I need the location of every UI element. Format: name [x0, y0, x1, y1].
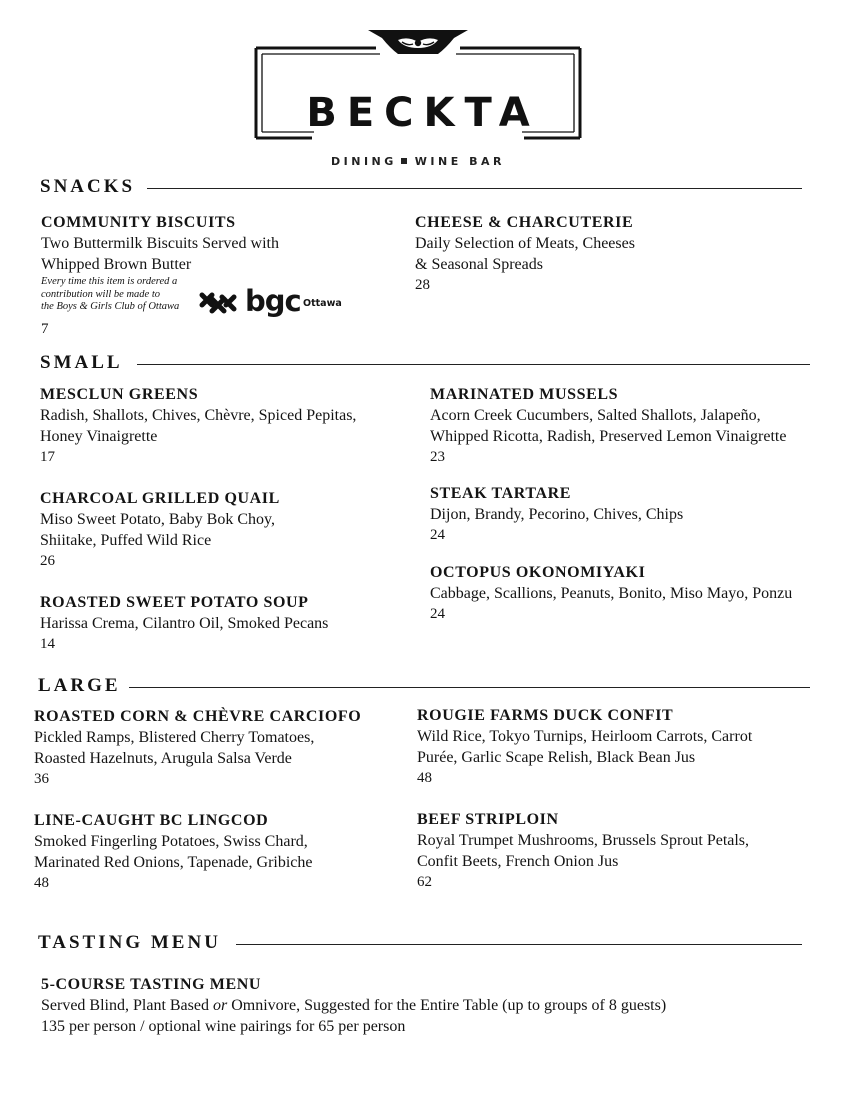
item-price: 26 [40, 553, 55, 569]
item-price: 23 [430, 449, 445, 465]
item-description: Shiitake, Puffed Wild Rice [40, 532, 212, 549]
menu-item-octopus-okonomiyaki [430, 562, 792, 624]
menu-item-marinated-mussels [430, 384, 786, 467]
menu-item-charcoal-grilled-quail [40, 488, 280, 571]
item-description: Roasted Hazelnuts, Arugula Salsa Verde [34, 750, 292, 767]
section-divider [236, 944, 802, 945]
item-description: Miso Sweet Potato, Baby Bok Choy, [40, 511, 275, 528]
item-description: Purée, Garlic Scape Relish, Black Bean Jus [417, 749, 696, 766]
item-name: ROASTED CORN & CHÈVRE CARCIOFO [34, 708, 362, 725]
item-name: ROUGIE FARMS DUCK CONFIT [417, 707, 674, 724]
item-description: Smoked Fingerling Potatoes, Swiss Chard, [34, 833, 308, 850]
section-header-snacks [40, 177, 804, 197]
item-description: Royal Trumpet Mushrooms, Brussels Sprout Petals, [417, 832, 750, 849]
restaurant-logo [250, 28, 586, 168]
item-name: STEAK TARTARE [430, 485, 572, 502]
item-price: 62 [417, 874, 432, 890]
menu-item-roasted-sweet-potato-soup [40, 592, 328, 654]
item-description [41, 995, 666, 1016]
item-description: Whipped Brown Butter [41, 256, 192, 273]
item-name: CHARCOAL GRILLED QUAIL [40, 490, 280, 507]
item-description: Cabbage, Scallions, Peanuts, Bonito, Miso Mayo, Ponzu [430, 585, 793, 602]
item-name: CHEESE & CHARCUTERIE [415, 214, 634, 231]
item-description: Whipped Ricotta, Radish, Preserved Lemon Vinaigrette [430, 428, 787, 445]
menu-item-cheese-charcuterie [415, 212, 635, 295]
menu-item-steak-tartare [430, 483, 683, 545]
logo-tagline [250, 155, 586, 169]
bgc-city: Ottawa [303, 298, 342, 309]
item-price: 48 [417, 770, 432, 786]
section-header-small [40, 353, 812, 373]
menu-item-mesclun-greens [40, 384, 356, 467]
tasting-desc-part: Omnivore, Suggested for the Entire Table (up to groups of 8 guests) [227, 997, 667, 1014]
tagline-wine-bar: WINE BAR [414, 155, 505, 168]
logo-wordmark: BECKTA [306, 90, 540, 136]
section-header-large [38, 676, 812, 696]
item-description: Dijon, Brandy, Pecorino, Chives, Chips [430, 506, 684, 523]
menu-item-beef-striploin [417, 809, 749, 892]
section-title: TASTING MENU [38, 932, 221, 953]
item-price: 36 [34, 771, 49, 787]
item-price: 14 [40, 636, 55, 652]
bgc-ottawa-logo [198, 284, 348, 320]
item-price: 135 per person / optional wine pairings for 65 per person [41, 1018, 406, 1035]
section-divider [137, 364, 810, 365]
charity-note [41, 276, 179, 314]
item-description: Radish, Shallots, Chives, Chèvre, Spiced Pepitas, [40, 407, 357, 424]
square-separator-icon [401, 158, 407, 164]
item-description: Confit Beets, French Onion Jus [417, 853, 619, 870]
section-title: SMALL [40, 352, 123, 373]
tasting-desc-or: or [212, 997, 228, 1014]
item-name: BEEF STRIPLOIN [417, 811, 559, 828]
menu-item-rougie-farms-duck-confit [417, 705, 752, 788]
item-description: Daily Selection of Meats, Cheeses [415, 235, 635, 252]
item-description: Wild Rice, Tokyo Turnips, Heirloom Carrots, Carrot [417, 728, 753, 745]
menu-item-line-caught-bc-lingcod [34, 810, 313, 893]
item-name: 5-COURSE TASTING MENU [41, 976, 262, 993]
item-description: Acorn Creek Cucumbers, Salted Shallots, Jalapeño, [430, 407, 761, 424]
tasting-desc-part: Served Blind, Plant Based [41, 997, 213, 1014]
item-name: COMMUNITY BISCUITS [41, 214, 236, 231]
item-description: Marinated Red Onions, Tapenade, Gribiche [34, 854, 313, 871]
item-name: LINE-CAUGHT BC LINGCOD [34, 812, 269, 829]
item-description: Pickled Ramps, Blistered Cherry Tomatoes, [34, 729, 315, 746]
section-header-tasting-menu [38, 933, 804, 953]
item-price: 24 [430, 606, 445, 622]
item-price: 17 [40, 449, 55, 465]
item-description: Honey Vinaigrette [40, 428, 158, 445]
menu-item-tasting-menu [41, 974, 666, 1037]
item-name: MESCLUN GREENS [40, 386, 199, 403]
section-divider [147, 188, 802, 189]
bgc-figure-icon [198, 289, 242, 317]
item-name: OCTOPUS OKONOMIYAKI [430, 564, 646, 581]
charity-note-line: Every time this item is ordered a [41, 276, 178, 287]
item-name: ROASTED SWEET POTATO SOUP [40, 594, 309, 611]
bgc-wordmark: bgc [245, 284, 301, 318]
item-price: 28 [415, 277, 430, 293]
section-divider [129, 687, 810, 688]
item-price: 24 [430, 527, 445, 543]
section-title: LARGE [38, 675, 121, 696]
item-description: Harissa Crema, Cilantro Oil, Smoked Pecans [40, 615, 329, 632]
charity-note-line: contribution will be made to [41, 288, 160, 300]
item-name: MARINATED MUSSELS [430, 386, 619, 403]
charity-note-line: the Boys & Girls Club of Ottawa [41, 301, 180, 312]
item-price: 48 [34, 875, 49, 891]
item-description: Two Buttermilk Biscuits Served with [41, 235, 279, 252]
section-title: SNACKS [40, 176, 136, 197]
item-price: 7 [41, 321, 49, 337]
item-description: & Seasonal Spreads [415, 256, 543, 273]
menu-item-roasted-corn-chevre-carciofo [34, 706, 361, 789]
menu-item-community-biscuits [41, 212, 279, 275]
tagline-dining: DINING [331, 155, 397, 168]
